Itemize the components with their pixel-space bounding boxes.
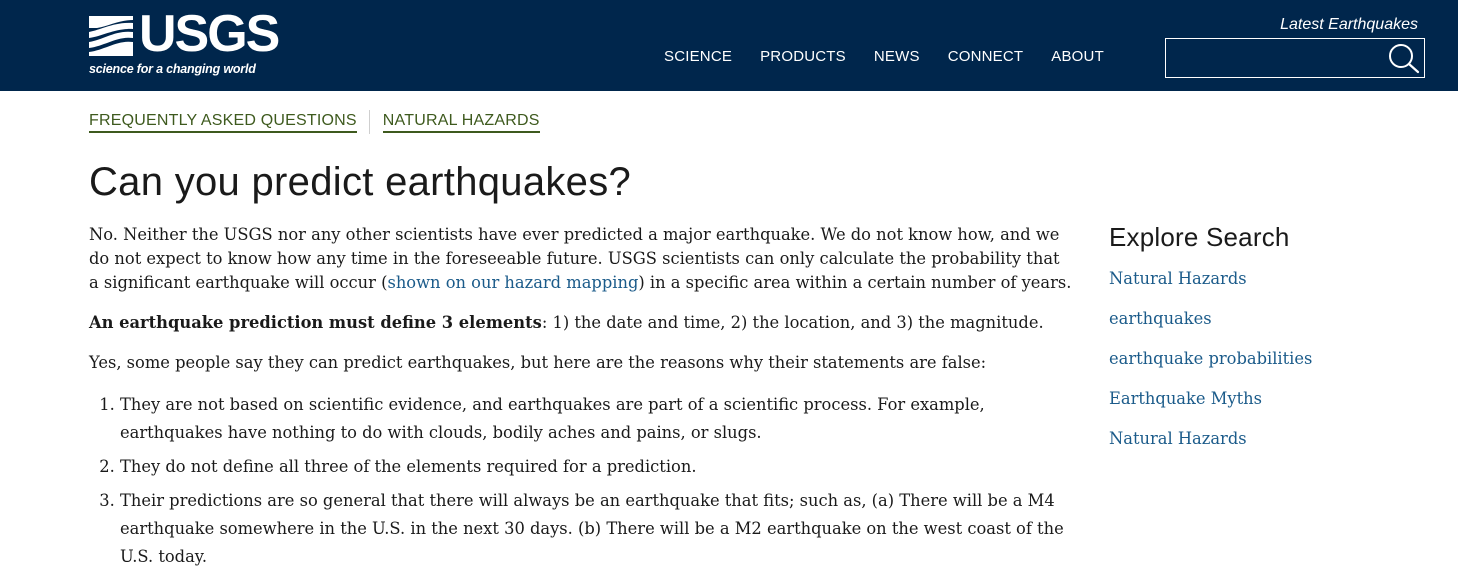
logo-tagline: science for a changing world [89, 62, 256, 76]
usgs-wave-logo-icon [89, 14, 135, 58]
search-box [1165, 38, 1425, 78]
prediction-elements-bold: An earthquake prediction must define 3 elements [89, 313, 542, 332]
breadcrumb [89, 112, 540, 134]
search-input[interactable] [1166, 39, 1386, 77]
logo-wordmark: USGS [139, 5, 279, 63]
breadcrumb-divider [369, 110, 370, 134]
sidebar-link-natural-hazards[interactable]: Natural Hazards [1109, 269, 1247, 288]
nav-connect[interactable]: CONNECT [947, 48, 1024, 65]
sidebar-link-earthquakes[interactable]: earthquakes [1109, 309, 1212, 328]
latest-earthquakes-link[interactable]: Latest Earthquakes [1280, 16, 1418, 33]
prediction-elements-text: : 1) the date and time, 2) the location, and 3) the magnitude. [541, 313, 1044, 332]
breadcrumb-faq[interactable]: FREQUENTLY ASKED QUESTIONS [89, 112, 357, 133]
list-item: 3. Their predictions are so general that there will always be an earthquake that fits; such as, (a) There will be a M4 earthquake somewhere in the U.S. in the next 30 days. (b) There will be a M2 earthquake on the west coast of the U.S. today. [120, 487, 1074, 571]
sidebar-link-earthquake-myths[interactable]: Earthquake Myths [1109, 389, 1262, 408]
intro-text-a: No. Neither the USGS nor any other scientists have ever predicted a major earthquake. We do not know how, and we do not expect to know how any time in the foreseeable future. USGS scientists can only calculate the probability that a significant earthquake will occur ( [89, 225, 1060, 292]
site-header [0, 0, 1458, 91]
nav-products[interactable]: PRODUCTS [760, 48, 846, 65]
page-title: Can you predict earthquakes? [89, 160, 632, 204]
search-button[interactable] [1386, 41, 1422, 75]
prediction-elements-paragraph [89, 311, 1074, 335]
explore-search-sidebar [1109, 222, 1429, 467]
search-icon [1386, 41, 1422, 75]
list-item: 1. They are not based on scientific evidence, and earthquakes are part of a scientific process. For example, earthquakes have nothing to do with clouds, bodily aches and pains, or slugs. [120, 391, 1074, 447]
usgs-logo[interactable] [89, 5, 279, 80]
reasons-list [120, 391, 1074, 571]
breadcrumb-natural-hazards[interactable]: NATURAL HAZARDS [383, 112, 540, 133]
hazard-mapping-link[interactable]: shown on our hazard mapping [387, 273, 639, 292]
nav-science[interactable]: SCIENCE [664, 48, 733, 65]
reasons-intro-paragraph: Yes, some people say they can predict earthquakes, but here are the reasons why their statements are false: [89, 353, 987, 372]
intro-text-b: ) in a specific area within a certain number of years. [638, 273, 1072, 292]
sidebar-link-earthquake-probabilities[interactable]: earthquake probabilities [1109, 349, 1313, 368]
nav-about[interactable]: ABOUT [1051, 48, 1104, 65]
main-nav [664, 48, 1132, 65]
article-body [89, 223, 1074, 574]
sidebar-link-natural-hazards-2[interactable]: Natural Hazards [1109, 429, 1247, 448]
nav-news[interactable]: NEWS [873, 48, 920, 65]
intro-paragraph [89, 223, 1074, 295]
list-item: 2. They do not define all three of the elements required for a prediction. [120, 453, 1074, 481]
sidebar-title: Explore Search [1109, 222, 1290, 252]
